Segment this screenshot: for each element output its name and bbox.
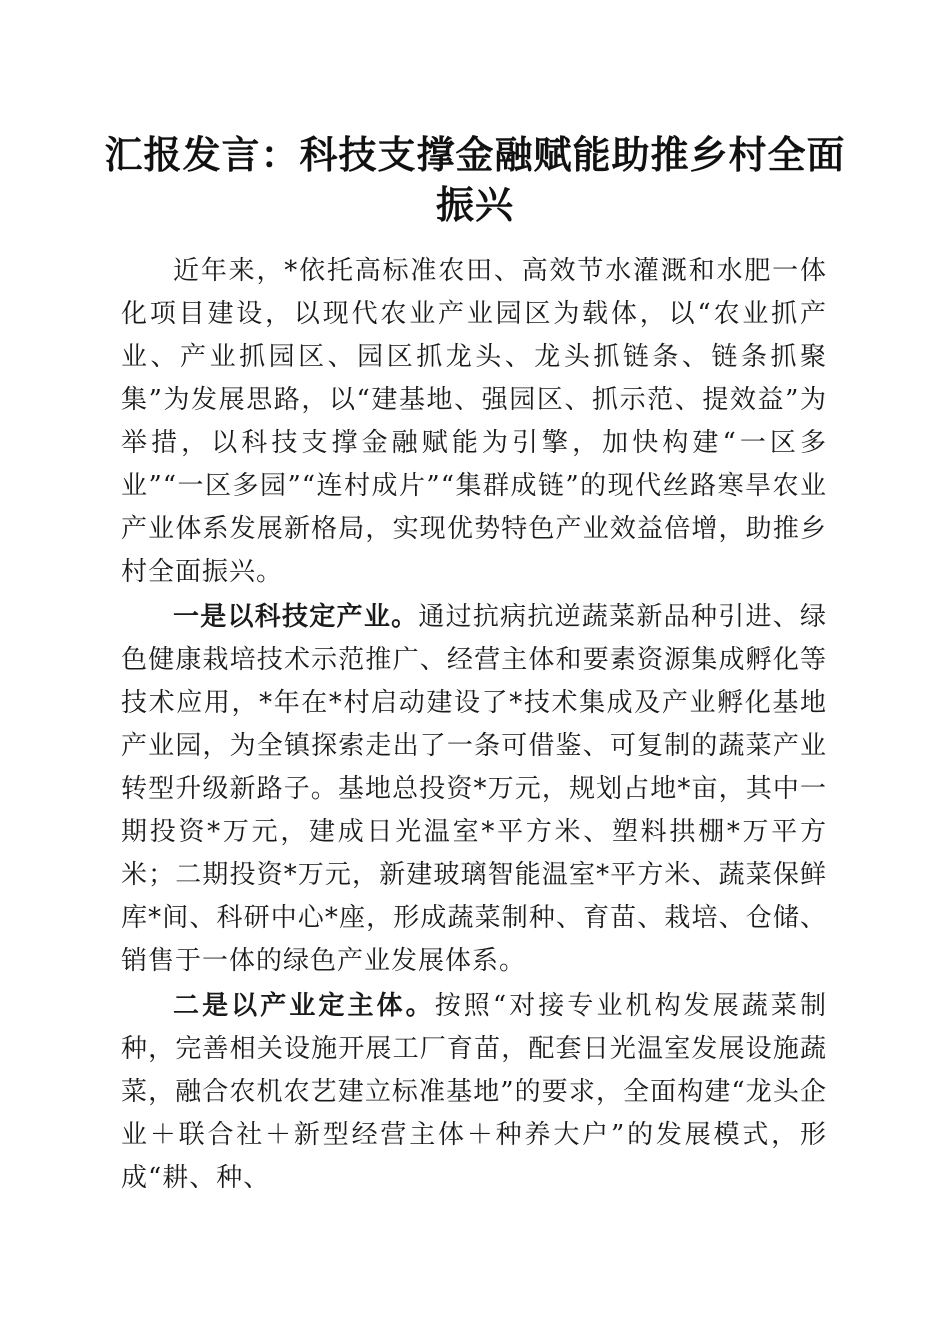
paragraph-tech-industry [121,596,827,983]
paragraph-lead: 二是以产业定主体。 [173,991,435,1021]
paragraph-intro [121,250,827,594]
document-body [121,250,827,1200]
paragraph-lead: 一是以科技定产业。 [173,602,419,632]
paragraph-text: 按照“对接专业机构发展蔬菜制种，完善相关设施开展工厂育苗，配套日光温室发展设施蔬菜，融合农机农艺建立标准基地”的要求，全面构建“龙头企业＋联合社＋新型经营主体＋种养大户”的发展模式，形成“耕、种、 [121,991,827,1193]
document-title: 汇报发言：科技支撑金融赋能助推乡村全面振兴 [104,132,846,227]
paragraph-text: 通过抗病抗逆蔬菜新品种引进、绿色健康栽培技术示范推广、经营主体和要素资源集成孵化等技术应用，*年在*村启动建设了*技术集成及产业孵化基地产业园，为全镇探索走出了一条可借鉴、可复制的蔬菜产业转型升级新路子。基地总投资*万元，规划占地*亩，其中一期投资*万元，建成日光温室*平方米、塑料拱棚*万平方米；二期投资*万元，新建玻璃智能温室*平方米、蔬菜保鲜库*间、科研中心*座，形成蔬菜制种、育苗、栽培、仓储、销售于一体的绿色产业发展体系。 [121,602,827,976]
paragraph-industry-subject [121,985,827,1200]
paragraph-text: 近年来，*依托高标准农田、高效节水灌溉和水肥一体化项目建设，以现代农业产业园区为载体，以“农业抓产业、产业抓园区、园区抓龙头、龙头抓链条、链条抓聚集”为发展思路，以“建基地、强园区、抓示范、提效益”为举措，以科技支撑金融赋能为引擎，加快构建“一区多业”“一区多园”“连村成片”“集群成链”的现代丝路寒旱农业产业体系发展新格局，实现优势特色产业效益倍增，助推乡村全面振兴。 [121,256,827,587]
